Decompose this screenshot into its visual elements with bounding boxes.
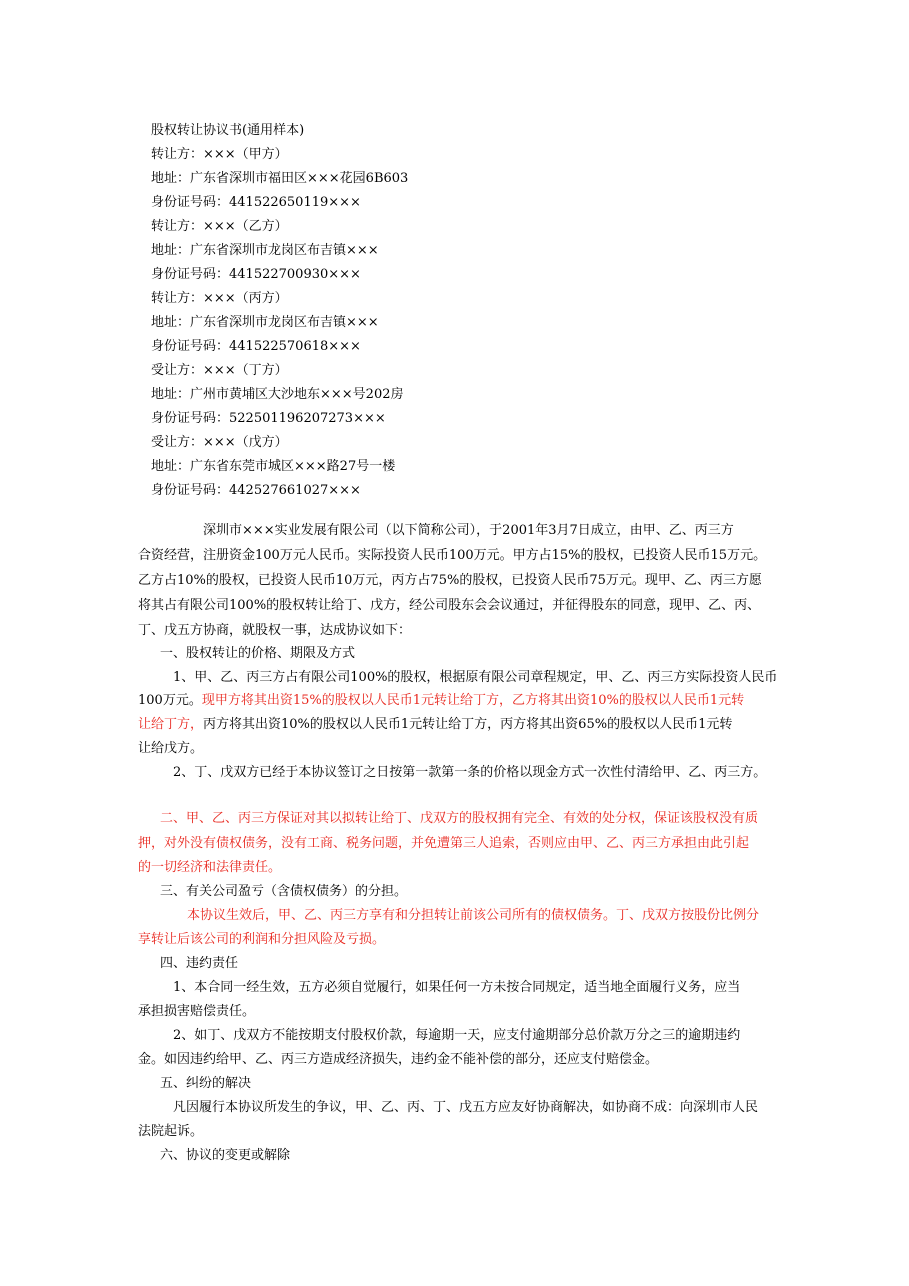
section-2-line: 押，对外没有债权债务，没有工商、税务问题，并免遭第三人追索，否则应由甲、乙、丙三方承担由此引起 xyxy=(138,836,750,851)
party-e-address: 地址：广东省东莞市城区×××路27号一楼 xyxy=(151,459,396,474)
party-c-address: 地址：广东省深圳市龙岗区布吉镇××× xyxy=(151,315,379,330)
section-6-heading: 六、协议的变更或解除 xyxy=(160,1148,291,1163)
section-4-para-2-line: 2、如丁、戊双方不能按期支付股权价款，每逾期一天，应支付逾期部分总价款万分之三的逾期违约 xyxy=(173,1028,741,1043)
section-3-line: 本协议生效后，甲、乙、丙三方享有和分担转让前该公司所有的债权债务。丁、戊双方按股份比例分 xyxy=(187,908,760,923)
intro-line: 乙方占10%的股权，已投资人民币10万元，丙方占75%的股权，已投资人民币75万元。现甲、乙、丙三方愿 xyxy=(138,573,762,588)
section-5-line: 法院起诉。 xyxy=(138,1124,204,1139)
section-2-line: 的一切经济和法律责任。 xyxy=(138,860,282,875)
section-4-para-1-line: 承担损害赔偿责任。 xyxy=(138,1004,256,1019)
section-1-para-1-line: 让给戊方。 xyxy=(138,741,204,756)
section-5-heading: 五、纠纷的解决 xyxy=(160,1076,252,1091)
section-1-para-1-line xyxy=(138,716,732,733)
party-c-role: 转让方：×××（丙方） xyxy=(151,291,288,306)
section-3-line: 享转让后该公司的利润和分担风险及亏损。 xyxy=(138,932,386,947)
section-4-para-1-line: 1、本合同一经生效，五方必须自觉履行，如果任何一方未按合同规定，适当地全面履行义务，应当 xyxy=(173,980,741,995)
section-1-highlight: 现甲方将其出资15%的股权以人民币1元转让给丁方，乙方将其出资10%的股权以人民币1元转 xyxy=(201,693,745,708)
section-1-text: 丙方将其出资10%的股权以人民币1元转让给丁方，丙方将其出资65%的股权以人民币1元转 xyxy=(203,717,733,732)
party-b-id: 身份证号码：441522700930××× xyxy=(151,267,361,282)
document-title: 股权转让协议书(通用样本) xyxy=(151,123,305,138)
section-4-heading: 四、违约责任 xyxy=(160,956,239,971)
party-e-id: 身份证号码：442527661027××× xyxy=(151,483,361,498)
section-4-para-2-line: 金。如因违约给甲、乙、丙三方造成经济损失，违约金不能补偿的部分，还应支付赔偿金。 xyxy=(138,1052,659,1067)
section-3-heading: 三、有关公司盈亏（含债权债务）的分担。 xyxy=(160,884,408,899)
party-b-role: 转让方：×××（乙方） xyxy=(151,219,288,234)
party-c-id: 身份证号码：441522570618××× xyxy=(151,339,361,354)
party-b-address: 地址：广东省深圳市龙岗区布吉镇××× xyxy=(151,243,379,258)
section-1-para-1-line: 1、甲、乙、丙三方占有限公司100%的股权，根据原有限公司章程规定，甲、乙、丙三方实际投资人民币 xyxy=(173,670,778,685)
section-1-text: 100万元。 xyxy=(138,693,202,708)
intro-line: 合资经营，注册资金100万元人民币。实际投资人民币100万元。甲方占15%的股权，已投资人民币15万元。 xyxy=(138,548,767,563)
section-1-heading: 一、股权转让的价格、期限及方式 xyxy=(160,646,356,661)
section-1-highlight: 让给丁方， xyxy=(138,717,204,732)
section-1-para-1-line xyxy=(138,692,744,709)
intro-line: 将其占有限公司100%的股权转让给丁、戊方，经公司股东会会议通过，并征得股东的同意，现甲、乙、丙、 xyxy=(138,598,761,613)
section-2-line: 二、甲、乙、丙三方保证对其以拟转让给丁、戊双方的股权拥有完全、有效的处分权，保证该股权没有质 xyxy=(160,811,759,826)
section-1-para-2: 2、丁、戊双方已经于本协议签订之日按第一款第一条的价格以现金方式一次性付清给甲、乙、丙三方。 xyxy=(173,765,767,780)
intro-line: 丁、戊五方协商，就股权一事，达成协议如下： xyxy=(138,623,412,638)
party-d-role: 受让方：×××（丁方） xyxy=(151,363,288,378)
party-a-id: 身份证号码：441522650119××× xyxy=(151,195,361,210)
intro-line: 深圳市×××实业发展有限公司（以下简称公司），于2001年3月7日成立，由甲、乙、丙三方 xyxy=(203,523,734,538)
party-a-address: 地址：广东省深圳市福田区×××花园6B603 xyxy=(151,171,409,186)
party-d-id: 身份证号码：522501196207273××× xyxy=(151,411,386,426)
party-d-address: 地址：广州市黄埔区大沙地东×××号202房 xyxy=(151,387,404,402)
section-5-line: 凡因履行本协议所发生的争议，甲、乙、丙、丁、戊五方应友好协商解决，如协商不成：向深圳市人民 xyxy=(173,1100,759,1115)
party-a-role: 转让方：×××（甲方） xyxy=(151,147,288,162)
party-e-role: 受让方：×××（戊方） xyxy=(151,435,288,450)
